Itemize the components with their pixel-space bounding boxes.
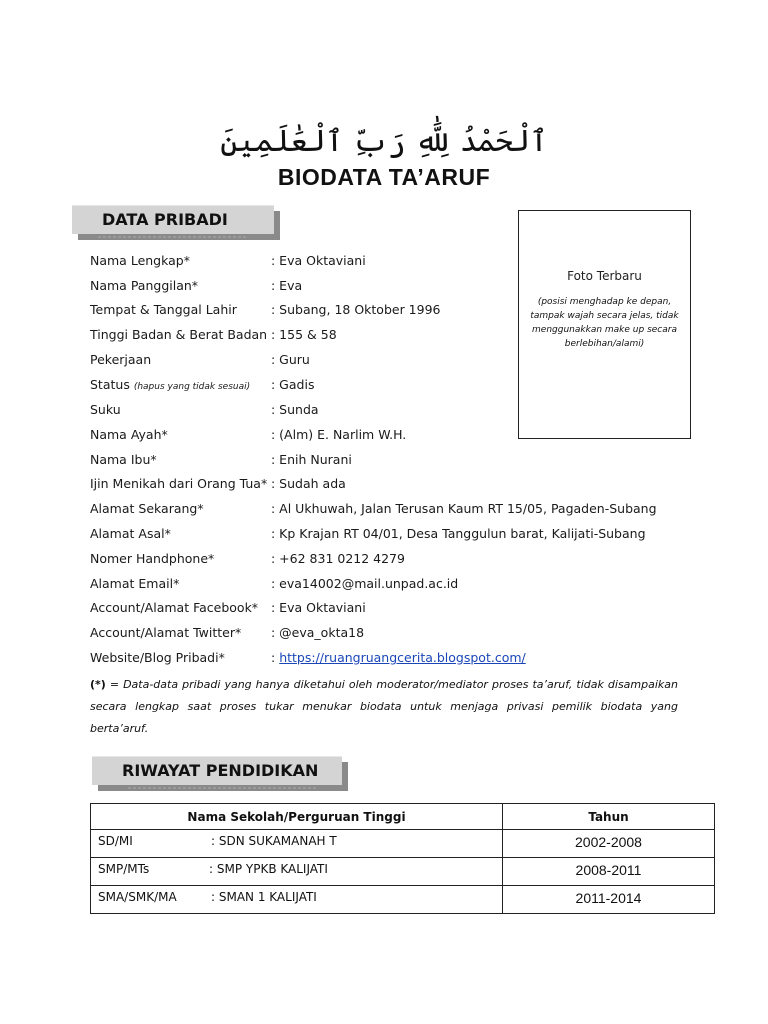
status-label: Status bbox=[90, 377, 130, 392]
field-label: Nama Ibu* bbox=[90, 452, 157, 467]
column-header-school: Nama Sekolah/Perguruan Tinggi bbox=[91, 804, 503, 830]
field-value: : eva14002@mail.unpad.ac.id bbox=[271, 576, 459, 591]
field-label: Tinggi Badan & Berat Badan bbox=[90, 327, 268, 342]
footnote-marker: (*) bbox=[90, 678, 106, 691]
education-table bbox=[90, 803, 715, 914]
field-value: : +62 831 0212 4279 bbox=[271, 551, 405, 566]
table-row bbox=[91, 830, 715, 858]
field-label: Ijin Menikah dari Orang Tua* bbox=[90, 476, 268, 491]
status-hint: (hapus yang tidak sesuai) bbox=[133, 382, 251, 392]
section-title-personal: DATA PRIBADI bbox=[72, 205, 274, 234]
photo-title: Foto Terbaru bbox=[567, 269, 642, 283]
website-colon: : bbox=[271, 650, 276, 665]
year-cell: 2011-2014 bbox=[503, 886, 715, 914]
field-label: Alamat Sekarang* bbox=[90, 501, 204, 516]
school-cell bbox=[91, 858, 503, 886]
education-level: SMA/SMK/MA bbox=[98, 890, 177, 904]
school-name: : SMP YPKB KALIJATI bbox=[209, 862, 328, 876]
field-label: Pekerjaan bbox=[90, 352, 152, 367]
section-title-education: RIWAYAT PENDIDIKAN bbox=[92, 756, 342, 785]
field-value: : Sudah ada bbox=[271, 476, 346, 491]
field-label: Nama Ayah* bbox=[90, 427, 168, 442]
education-level: SD/MI bbox=[98, 834, 133, 848]
school-cell bbox=[91, 830, 503, 858]
field-value: : (Alm) E. Narlim W.H. bbox=[271, 427, 407, 442]
field-label: Nama Panggilan* bbox=[90, 278, 199, 293]
field-value: : 155 & 58 bbox=[271, 327, 337, 342]
field-value: : Eva bbox=[271, 278, 303, 293]
field-label: Alamat Asal* bbox=[90, 526, 171, 541]
field-value: : Sunda bbox=[271, 402, 319, 417]
website-link[interactable]: https://ruangruangcerita.blogspot.com/ bbox=[279, 650, 526, 665]
field-label: Nama Lengkap* bbox=[90, 253, 190, 268]
field-value: : @eva_okta18 bbox=[271, 625, 365, 640]
school-name: : SMAN 1 KALIJATI bbox=[211, 890, 317, 904]
field-value: : Kp Krajan RT 04/01, Desa Tanggulun barat, Kalijati-Subang bbox=[271, 526, 646, 541]
field-value: : Eva Oktaviani bbox=[271, 253, 366, 268]
field-value: : Al Ukhuwah, Jalan Terusan Kaum RT 15/05, Pagaden-Subang bbox=[271, 501, 657, 516]
year-cell: 2008-2011 bbox=[503, 858, 715, 886]
field-label: Alamat Email* bbox=[90, 576, 180, 591]
field-label: Tempat & Tanggal Lahir bbox=[90, 302, 237, 317]
field-label: Account/Alamat Facebook* bbox=[90, 600, 259, 615]
photo-placeholder bbox=[518, 210, 691, 439]
field-label: Account/Alamat Twitter* bbox=[90, 625, 242, 640]
field-label: Nomer Handphone* bbox=[90, 551, 215, 566]
field-label: Suku bbox=[90, 402, 121, 417]
school-name: : SDN SUKAMANAH T bbox=[211, 834, 337, 848]
column-header-year: Tahun bbox=[503, 804, 715, 830]
field-value: : Gadis bbox=[271, 377, 315, 392]
field-label bbox=[90, 375, 250, 397]
field-value: : Enih Nurani bbox=[271, 452, 352, 467]
field-value: : Guru bbox=[271, 352, 310, 367]
field-label: Website/Blog Pribadi* bbox=[90, 650, 225, 665]
field-value bbox=[271, 648, 526, 668]
field-value: : Subang, 18 Oktober 1996 bbox=[271, 302, 441, 317]
education-level: SMP/MTs bbox=[98, 862, 150, 876]
basmalah-calligraphy: ٱلْحَمْدُ لِلَّٰهِ رَبِّ ٱلْعَٰلَمِينَ bbox=[220, 124, 548, 159]
field-value: : Eva Oktaviani bbox=[271, 600, 366, 615]
year-cell: 2002-2008 bbox=[503, 830, 715, 858]
footnote bbox=[90, 674, 678, 740]
page-title: BIODATA TA’ARUF bbox=[277, 164, 491, 190]
table-row bbox=[91, 886, 715, 914]
table-row bbox=[91, 858, 715, 886]
table-header-row bbox=[91, 804, 715, 830]
photo-instructions: (posisi menghadap ke depan, tampak wajah secara jelas, tidak menggunakkan make up secara berlebihan/alami) bbox=[530, 297, 679, 349]
footnote-text: = Data-data pribadi yang hanya diketahui oleh moderator/mediator proses ta’aruf, tidak disampaikan secara lengkap saat proses tukar menukar biodata untuk menjaga privasi pemilik biodata yang berta’aruf. bbox=[90, 678, 678, 735]
school-cell bbox=[91, 886, 503, 914]
